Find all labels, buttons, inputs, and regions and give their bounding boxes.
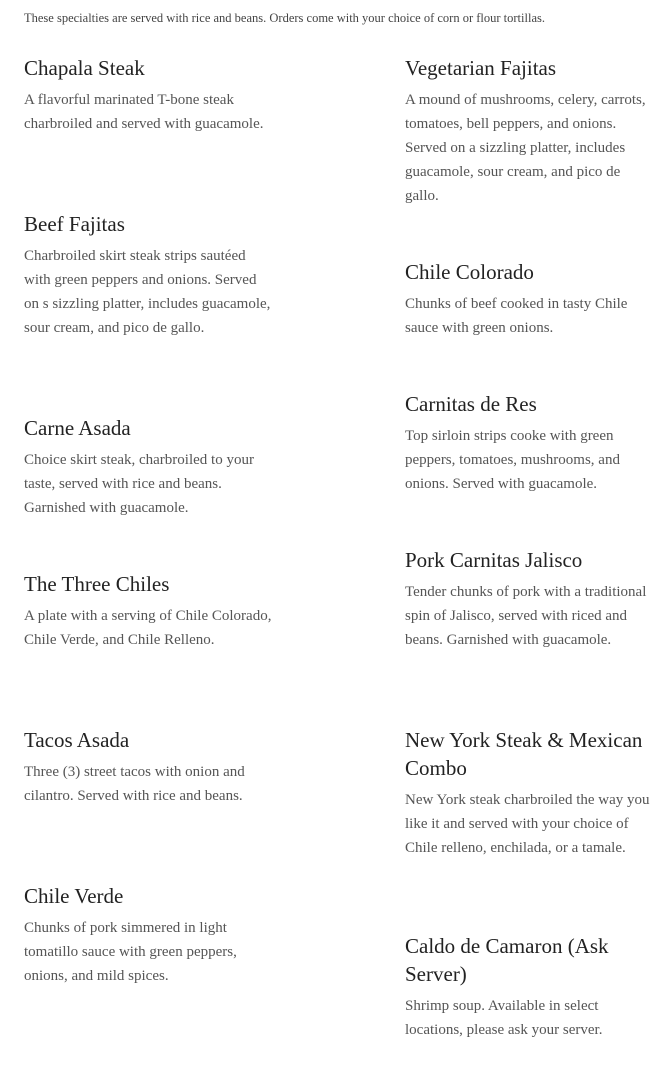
menu-item-name: New York Steak & Mexican Combo (405, 728, 643, 780)
menu-item-name: Beef Fajitas (24, 212, 125, 236)
menu-item (405, 546, 655, 652)
menu-item-name: Chile Verde (24, 884, 124, 908)
menu-item-description: Chunks of beef cooked in tasty Chile sauce with green onions. (405, 296, 628, 336)
menu-item (405, 390, 655, 496)
menu-item (24, 210, 274, 340)
menu-item-description: New York steak charbroiled the way you like it and served with your choice of Chile relleno, enchilada, or a tamale. (405, 792, 650, 856)
menu-item-description: Three (3) street tacos with onion and cilantro. Served with rice and beans. (24, 764, 245, 804)
menu-item (405, 726, 655, 860)
menu-item-description: A flavorful marinated T-bone steak charbroiled and served with guacamole. (24, 92, 264, 132)
menu-item (405, 54, 655, 208)
menu-item-description: Tender chunks of pork with a traditional spin of Jalisco, served with riced and beans. Garnished with guacamole. (405, 584, 647, 648)
menu-item (24, 54, 274, 136)
menu-item-description: A plate with a serving of Chile Colorado, Chile Verde, and Chile Relleno. (24, 608, 272, 648)
menu-item-name: Carnitas de Res (405, 392, 537, 416)
menu-item-description: Charbroiled skirt steak strips sautéed with green peppers and onions. Served on s sizzling platter, includes guacamole, sour cream, and pico de gallo. (24, 248, 271, 336)
menu-item (24, 882, 274, 988)
menu-intro-note: These specialties are served with rice and beans. Orders come with your choice of corn or flour tortillas. (24, 11, 545, 25)
menu-item-name: Tacos Asada (24, 728, 130, 752)
menu-item (24, 726, 274, 808)
menu-item-name: The Three Chiles (24, 572, 170, 596)
menu-item-description: A mound of mushrooms, celery, carrots, tomatoes, bell peppers, and onions. Served on a sizzling platter, includes guacamole, sour cream, and pico de gallo. (405, 92, 646, 204)
menu-item-name: Carne Asada (24, 416, 131, 440)
menu-item-name: Pork Carnitas Jalisco (405, 548, 583, 572)
menu-item-name: Vegetarian Fajitas (405, 56, 557, 80)
menu-item-description: Chunks of pork simmered in light tomatillo sauce with green peppers, onions, and mild spices. (24, 920, 237, 984)
menu-item (405, 932, 655, 1042)
menu-item (24, 570, 274, 652)
menu-item-name: Caldo de Camaron (Ask Server) (405, 934, 609, 986)
menu-item-name: Chile Colorado (405, 260, 534, 284)
menu-item-description: Top sirloin strips cooke with green peppers, tomatoes, mushrooms, and onions. Served with guacamole. (405, 428, 620, 492)
menu-item (405, 258, 655, 340)
menu-item-description: Shrimp soup. Available in select locations, please ask your server. (405, 998, 603, 1038)
menu-item-description: Choice skirt steak, charbroiled to your taste, served with rice and beans. Garnished with guacamole. (24, 452, 254, 516)
menu-item-name: Chapala Steak (24, 56, 145, 80)
menu-item (24, 414, 274, 520)
